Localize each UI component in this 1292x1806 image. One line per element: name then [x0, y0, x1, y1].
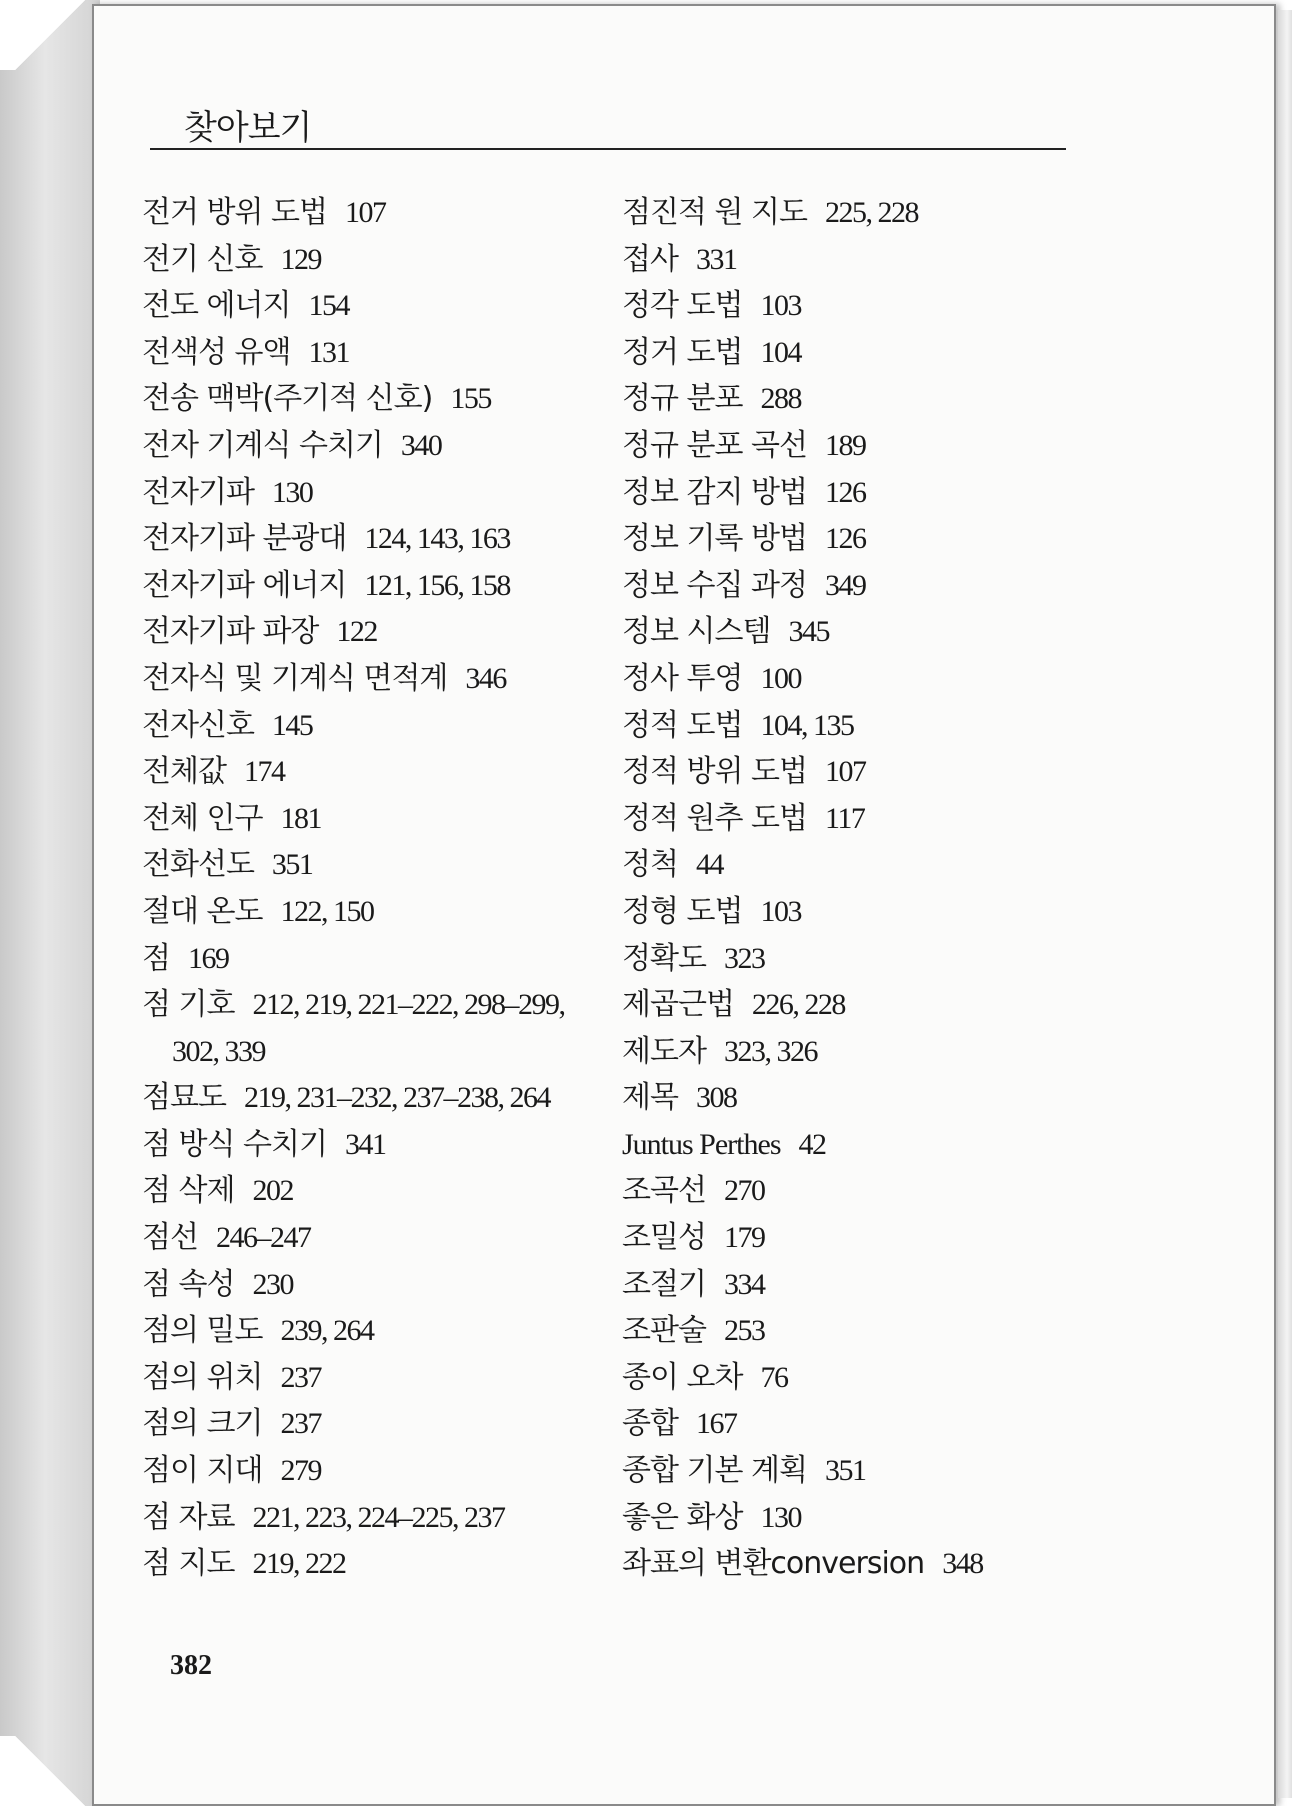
- index-entry: [622, 656, 1122, 703]
- index-page-refs: 225, 228: [824, 196, 918, 229]
- index-page-refs: 237: [280, 1360, 321, 1394]
- index-term: 전화선도: [142, 847, 254, 883]
- index-term: 정척: [622, 847, 678, 883]
- index-term: 전색성 유액: [142, 334, 291, 370]
- index-entry: [622, 1215, 1122, 1262]
- index-entry: [622, 609, 1122, 656]
- index-term: 조곡선: [622, 1173, 706, 1209]
- index-entry: [622, 703, 1122, 750]
- index-term: 종합: [622, 1406, 678, 1442]
- index-term: 점 자료: [142, 1499, 235, 1535]
- index-entry: [142, 1215, 642, 1262]
- index-entry: [622, 423, 1122, 470]
- index-page-refs: 348: [942, 1547, 983, 1581]
- index-term: 전자식 및 기계식 면적계: [142, 660, 448, 696]
- index-page-refs: 179: [723, 1221, 765, 1255]
- index-entry: [622, 237, 1122, 284]
- index-page-refs: 219, 222: [252, 1547, 346, 1581]
- index-page-refs: 107: [824, 755, 866, 789]
- header-rule: [150, 148, 1066, 150]
- index-term: 점 기호: [142, 987, 235, 1023]
- index-term: 점의 밀도: [142, 1313, 263, 1349]
- index-term: 좋은 화상: [622, 1499, 743, 1535]
- index-term: 좌표의 변환conversion: [622, 1546, 925, 1582]
- index-term: 정보 기록 방법: [622, 521, 807, 557]
- index-entry: [142, 190, 642, 237]
- index-term: 접사: [622, 241, 678, 277]
- index-entry: [622, 842, 1122, 889]
- index-page-refs: 323: [723, 941, 765, 975]
- index-entry: [142, 423, 642, 470]
- index-page-refs: 117: [824, 801, 865, 835]
- index-page-refs: 279: [280, 1454, 321, 1488]
- index-page-refs: 331: [695, 242, 737, 276]
- index-entry: [622, 1122, 1122, 1169]
- index-page-refs: 221, 223, 224–225, 237: [252, 1500, 505, 1534]
- index-term: 정적 원추 도법: [622, 800, 807, 836]
- index-term: 전자기파 에너지: [142, 567, 347, 603]
- index-term: 점 지도: [142, 1546, 235, 1582]
- index-entry: [142, 1401, 642, 1448]
- index-entry: [142, 516, 642, 563]
- index-term: 제곱근법: [622, 987, 734, 1023]
- index-term: 점이 지대: [142, 1453, 263, 1489]
- index-entry: [142, 796, 642, 843]
- index-page-refs: 340: [400, 428, 442, 462]
- index-entry: [622, 376, 1122, 423]
- index-entry: [142, 936, 642, 983]
- index-entry: [142, 283, 642, 330]
- index-page-refs: 323, 326: [723, 1034, 817, 1068]
- index-term: 점: [142, 940, 170, 976]
- index-entry: [622, 982, 1122, 1029]
- index-entry: [142, 376, 642, 423]
- index-term: 정형 도법: [622, 893, 743, 929]
- index-page-refs: 308: [695, 1081, 737, 1115]
- index-term: 정보 수집 과정: [622, 567, 807, 603]
- index-term: 절대 온도: [142, 893, 263, 929]
- index-term: 점의 크기: [142, 1406, 263, 1442]
- index-page-refs: 122: [336, 615, 377, 649]
- index-page-refs: 154: [308, 289, 349, 323]
- index-page-refs: 131: [308, 335, 349, 369]
- index-term: 전자기파 분광대: [142, 521, 347, 557]
- index-entry: [622, 1168, 1122, 1215]
- index-term: 점 속성: [142, 1266, 235, 1302]
- index-entry: [622, 1541, 1122, 1588]
- index-entry: [622, 1355, 1122, 1402]
- index-entry: [142, 842, 642, 889]
- index-page-refs: 129: [280, 242, 321, 276]
- index-term: 정적 방위 도법: [622, 754, 807, 790]
- index-term: 전자신호: [142, 707, 254, 743]
- index-entry: [142, 982, 642, 1029]
- index-entry: [622, 1029, 1122, 1076]
- index-page-refs: 130: [760, 1500, 801, 1534]
- index-term: 정사 투영: [622, 660, 743, 696]
- index-term: 전거 방위 도법: [142, 195, 327, 230]
- index-page-refs: 345: [788, 615, 829, 649]
- page-number: 382: [170, 1650, 212, 1681]
- index-term: 정보 감지 방법: [622, 474, 807, 510]
- index-page-refs: 246–247: [215, 1221, 311, 1255]
- index-term: 전기 신호: [142, 241, 263, 277]
- index-entry: [142, 1355, 642, 1402]
- index-page-refs: 130: [271, 475, 313, 509]
- index-page-refs: 349: [824, 568, 866, 602]
- index-column-right: [622, 190, 1122, 1588]
- index-term: 조판술: [622, 1313, 706, 1349]
- index-entry: [142, 1308, 642, 1355]
- index-entry: [622, 283, 1122, 330]
- index-entry: [142, 1448, 642, 1495]
- index-entry: [622, 563, 1122, 610]
- index-entry: [622, 889, 1122, 936]
- index-entry: [622, 796, 1122, 843]
- index-entry: [142, 656, 642, 703]
- index-term: 제목: [622, 1080, 678, 1116]
- index-entry: [142, 1075, 642, 1122]
- index-entry: [622, 749, 1122, 796]
- index-page-refs: 104, 135: [760, 708, 854, 742]
- index-term: 점의 위치: [142, 1359, 263, 1395]
- index-page-refs: 76: [760, 1360, 788, 1394]
- index-entry: [142, 1541, 642, 1588]
- index-term: 제도자: [622, 1033, 706, 1069]
- index-term: 전자 기계식 수치기: [142, 427, 383, 463]
- index-page-refs: 100: [760, 661, 801, 695]
- index-page-refs: 346: [465, 661, 506, 695]
- index-page-refs: 253: [723, 1314, 765, 1348]
- index-term: 정각 도법: [622, 288, 743, 324]
- index-page-refs: 122, 150: [280, 894, 374, 928]
- index-entry: [622, 1448, 1122, 1495]
- index-page-refs: 167: [695, 1407, 737, 1441]
- index-page-refs: 169: [187, 941, 229, 975]
- index-term: 정규 분포: [622, 381, 743, 417]
- index-term: 정보 시스템: [622, 614, 771, 650]
- index-entry: [142, 1029, 642, 1076]
- index-page-refs: 103: [760, 289, 801, 323]
- index-page-refs: 145: [271, 708, 313, 742]
- index-term: 전자기파: [142, 474, 254, 510]
- index-page-refs: 181: [280, 801, 321, 835]
- index-entry: [142, 1168, 642, 1215]
- index-entry: [142, 1122, 642, 1169]
- index-entry: [622, 330, 1122, 377]
- index-page-refs: 341: [344, 1127, 386, 1161]
- index-term: 전체 인구: [142, 800, 263, 836]
- index-page-refs: 230: [252, 1267, 293, 1301]
- index-entry: [622, 1308, 1122, 1355]
- index-entry: [622, 190, 1122, 237]
- index-page-refs: 334: [723, 1267, 765, 1301]
- index-entry: [142, 563, 642, 610]
- index-term: 정거 도법: [622, 334, 743, 370]
- index-page-refs: 351: [824, 1454, 866, 1488]
- index-page-refs: 104: [760, 335, 801, 369]
- index-entry: [142, 703, 642, 750]
- index-entry: [622, 1401, 1122, 1448]
- index-entry: [142, 1495, 642, 1542]
- index-term: 전도 에너지: [142, 288, 291, 324]
- index-page-refs: 42: [798, 1127, 826, 1161]
- index-page-refs: 219, 231–232, 237–238, 264: [243, 1081, 550, 1115]
- index-entry: [142, 1262, 642, 1309]
- index-term: 조밀성: [622, 1220, 706, 1256]
- index-term: 점 삭제: [142, 1173, 235, 1209]
- index-entry: [622, 516, 1122, 563]
- index-page-refs: 270: [723, 1174, 765, 1208]
- index-page-refs: 121, 156, 158: [364, 568, 510, 602]
- index-page-refs: 226, 228: [751, 988, 845, 1022]
- index-entry: [142, 889, 642, 936]
- index-column-left: [142, 190, 642, 1588]
- index-term: 점진적 원 지도: [622, 195, 807, 230]
- book-spine-edge: [0, 0, 100, 1806]
- index-page-refs: 44: [695, 848, 723, 882]
- running-head: 찾아보기: [184, 108, 312, 148]
- index-page-refs: 126: [824, 522, 866, 556]
- index-term: Juntus Perthes: [622, 1127, 781, 1161]
- index-page-refs: 202: [252, 1174, 293, 1208]
- index-page-refs: 124, 143, 163: [364, 522, 510, 556]
- index-term: 전체값: [142, 754, 226, 790]
- index-entry: [622, 1495, 1122, 1542]
- index-page-refs: 107: [344, 196, 386, 229]
- index-entry: [142, 749, 642, 796]
- index-entry: [622, 1075, 1122, 1122]
- index-page-refs: 239, 264: [280, 1314, 374, 1348]
- index-page-refs: 302, 339: [172, 1034, 265, 1068]
- index-page-refs: 237: [280, 1407, 321, 1441]
- index-page-refs: 126: [824, 475, 866, 509]
- index-term: 정확도: [622, 940, 706, 976]
- index-entry: [142, 237, 642, 284]
- index-page-refs: 174: [243, 755, 285, 789]
- index-term: 정적 도법: [622, 707, 743, 743]
- index-term: 정규 분포 곡선: [622, 427, 807, 463]
- index-term: 종이 오차: [622, 1359, 743, 1395]
- index-entry: [142, 609, 642, 656]
- index-page-refs: 288: [760, 382, 801, 416]
- index-term: 종합 기본 계획: [622, 1453, 807, 1489]
- index-entry: [622, 936, 1122, 983]
- index-term: 점 방식 수치기: [142, 1126, 327, 1162]
- index-term: 점선: [142, 1220, 198, 1256]
- index-page-refs: 189: [824, 428, 866, 462]
- index-page-refs: 351: [271, 848, 313, 882]
- index-page-refs: 212, 219, 221–222, 298–299,: [252, 988, 565, 1022]
- index-term: 점묘도: [142, 1080, 226, 1116]
- index-entry: [622, 470, 1122, 517]
- index-term: 전송 맥박(주기적 신호): [142, 381, 433, 417]
- index-term: 전자기파 파장: [142, 614, 319, 650]
- index-entry: [142, 330, 642, 377]
- index-entry: [142, 470, 642, 517]
- index-page-refs: 103: [760, 894, 801, 928]
- index-page-refs: 155: [450, 382, 491, 416]
- index-term: 조절기: [622, 1266, 706, 1302]
- index-entry: [622, 1262, 1122, 1309]
